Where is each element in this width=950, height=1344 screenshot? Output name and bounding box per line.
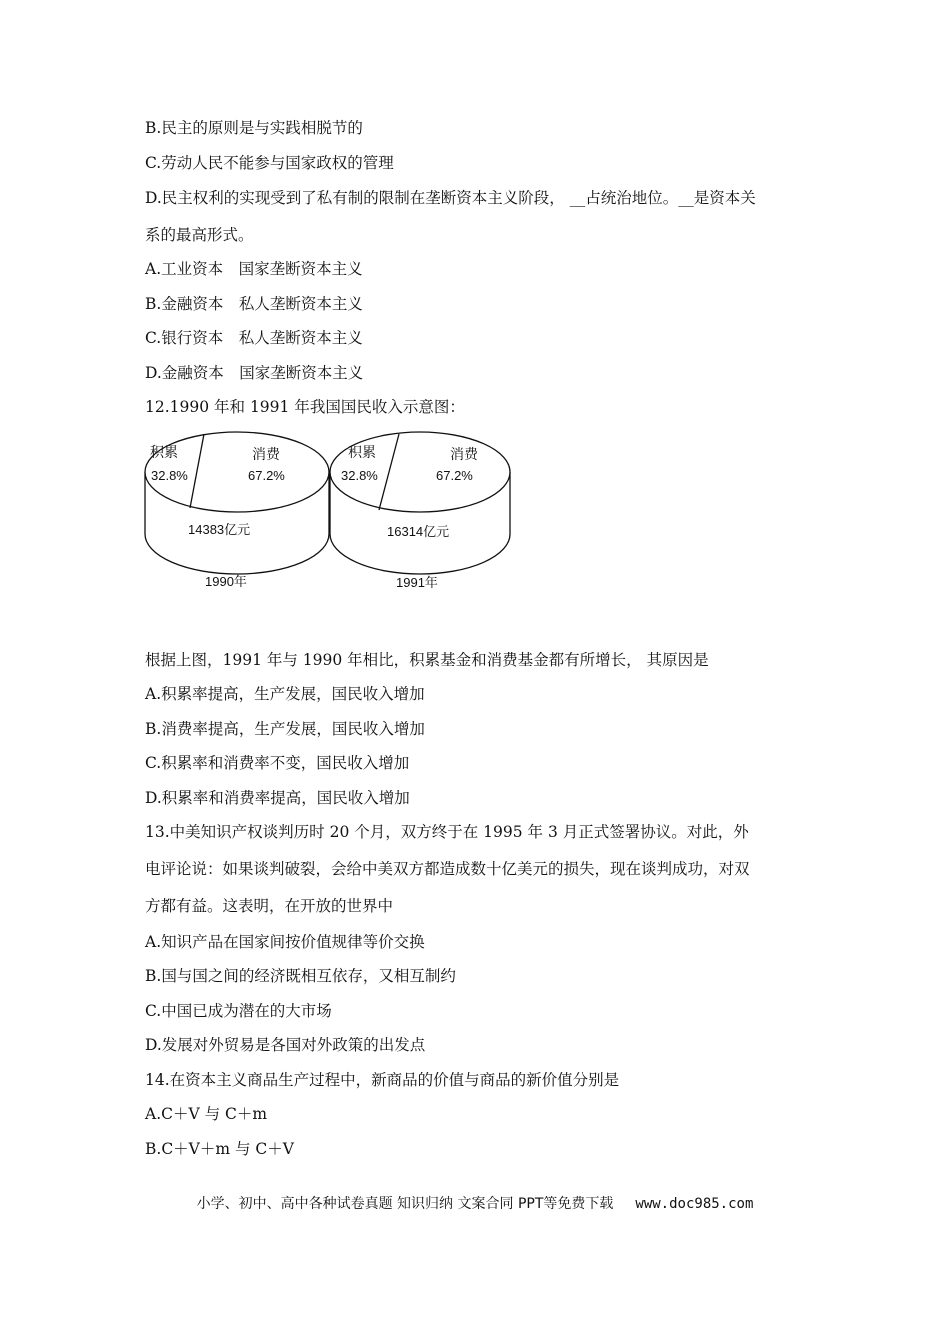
- question-13-title: 13.中美知识产权谈判历时 20 个月，双方终于在 1995 年 3 月正式签署协议。对此，外: [145, 823, 749, 841]
- year-label: 1990年: [205, 574, 247, 589]
- slice-value: 32.8%: [341, 468, 378, 483]
- question-text: 系的最高形式。: [145, 226, 254, 244]
- option-line: B.金融资本 私人垄断资本主义: [145, 295, 363, 313]
- option-line: B.国与国之间的经济既相互依存，又相互制约: [145, 967, 456, 985]
- slice-label: 积累: [348, 444, 376, 460]
- option-line: A.C＋V 与 C＋m: [145, 1105, 268, 1123]
- option-line: D.民主权利的实现受到了私有制的限制在垄断资本主义阶段， __占统治地位。__是资本关: [145, 189, 756, 207]
- page-footer: [0, 1193, 950, 1213]
- question-text: 根据上图，1991 年与 1990 年相比，积累基金和消费基金都有所增长， 其原因是: [145, 651, 709, 669]
- slice-label: 消费: [252, 446, 280, 462]
- national-income-figure: [140, 422, 530, 597]
- option-line: C.积累率和消费率不变，国民收入增加: [145, 754, 410, 772]
- option-line: B.消费率提高，生产发展，国民收入增加: [145, 720, 425, 738]
- cylinder-1990: [145, 432, 329, 589]
- option-line: C.银行资本 私人垄断资本主义: [145, 329, 363, 347]
- total-label: 16314亿元: [387, 524, 450, 539]
- footer-link[interactable]: www.doc985.com: [635, 1196, 754, 1212]
- option-line: C.劳动人民不能参与国家政权的管理: [145, 154, 394, 172]
- slice-label: 积累: [150, 444, 178, 460]
- option-line: B.民主的原则是与实践相脱节的: [145, 119, 363, 137]
- total-label: 14383亿元: [188, 522, 251, 537]
- option-line: D.金融资本 国家垄断资本主义: [145, 364, 364, 382]
- question-14-title: 14.在资本主义商品生产过程中，新商品的价值与商品的新价值分别是: [145, 1071, 620, 1089]
- slice-label: 消费: [450, 446, 478, 462]
- cylinder-1991: [330, 432, 510, 590]
- footer-text: 小学、初中、高中各种试卷真题 知识归纳 文案合同 PPT等免费下载: [196, 1196, 614, 1212]
- year-label: 1991年: [396, 575, 438, 590]
- slice-value: 32.8%: [151, 468, 188, 483]
- option-line: C.中国已成为潜在的大市场: [145, 1002, 332, 1020]
- slice-value: 67.2%: [436, 468, 473, 483]
- question-text: 方都有益。这表明，在开放的世界中: [145, 897, 394, 915]
- option-line: A.积累率提高，生产发展，国民收入增加: [145, 685, 425, 703]
- option-line: A.知识产品在国家间按价值规律等价交换: [145, 933, 425, 951]
- question-text: 电评论说：如果谈判破裂，会给中美双方都造成数十亿美元的损失，现在谈判成功，对双: [145, 860, 750, 878]
- option-line: D.积累率和消费率提高，国民收入增加: [145, 789, 410, 807]
- question-12-title: 12.1990 年和 1991 年我国国民收入示意图：: [145, 398, 465, 416]
- slice-value: 67.2%: [248, 468, 285, 483]
- option-line: D.发展对外贸易是各国对外政策的出发点: [145, 1036, 426, 1054]
- option-line: B.C＋V＋m 与 C＋V: [145, 1140, 294, 1158]
- option-line: A.工业资本 国家垄断资本主义: [145, 260, 363, 278]
